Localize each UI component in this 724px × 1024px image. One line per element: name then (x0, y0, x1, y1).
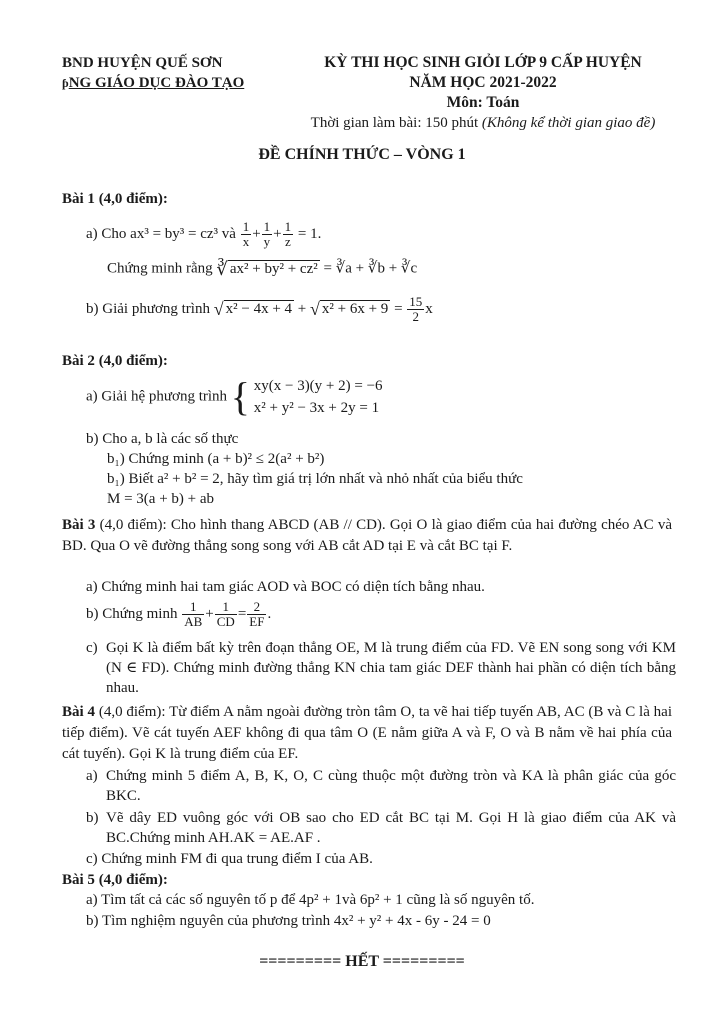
bai4-intro: Bài 4 (4,0 điểm): Từ điểm A nằm ngoài đường tròn tâm O, ta vẽ hai tiếp tuyến AB, AC (B và C là hai tiếp điểm). Vẽ cát tuyến AEF không đi qua tâm O (E nằm giữa A và F, O và B nằm về hai phía của cát tuyến). Gọi K là trung điểm của EF. (62, 704, 672, 762)
bai2-b2-expr: M = 3(a + b) + ab (107, 491, 215, 507)
bai2-a: a) Giải hệ phương trình { xy(x − 3)(y + 2) = −6 x² + y² − 3x + 2y = 1 (86, 374, 383, 419)
bai2-b2: b₁) Biết a² + b² = 2, hãy tìm giá trị lớn nhất và nhỏ nhất của biểu thức (107, 471, 523, 487)
header-right (268, 53, 698, 133)
bai4-c: c) Chứng minh FM đi qua trung điểm I của AB. (86, 851, 373, 867)
subject: Môn: Toán (446, 94, 520, 111)
school-year: NĂM HỌC 2021-2022 (409, 74, 557, 91)
department-prefix: ƥ (62, 76, 69, 90)
bai2-b: b) Cho a, b là các số thực (86, 431, 239, 447)
bai1-a-text2: = 1. (297, 225, 322, 242)
bai2-b1: b₁) Chứng minh (a + b)² ≤ 2(a² + b²) (107, 451, 325, 467)
frac-15-2: $\frac{15}{2}$ (409, 294, 423, 324)
bai1-a-prove: Chứng minh rằng ∛ ax² + by² + cz² = ∛a + ∛b + ∛c (107, 259, 418, 279)
frac-1z: $\frac{1}{z}$ (284, 219, 292, 249)
official-title: ĐỀ CHÍNH THỨC – VÒNG 1 (258, 146, 466, 163)
end-mark: ========= HẾT ========= (259, 953, 465, 970)
system-eq2: x² + y² − 3x + 2y = 1 (253, 400, 380, 416)
frac-1-cd: $\frac{1}{CD}$ (216, 599, 235, 629)
bai1-b: b) Giải phương trình √ x² − 4x + 4 + √ x² + 6x + 9 = $\frac{15}{2}$ x (86, 294, 433, 324)
bai5-b: b) Tìm nghiệm nguyên của phương trình 4x² + y² + 4x - 6y - 24 = 0 (86, 913, 491, 929)
sqrt-1: √ x² − 4x + 4 (213, 299, 293, 320)
header-left (62, 53, 244, 93)
duration-line (268, 113, 698, 133)
bai3-c: c) Gọi K là điểm bất kỳ trên đoạn thẳng OE, M là trung điểm của FD. Vẽ EN song song với KM (N ∈ FD). Chứng minh đường thẳng KN chia tam giác DEF thành hai phần có diện tích bằng nhau. (86, 640, 676, 696)
frac-1y: $\frac{1}{y}$ (263, 219, 271, 249)
duration-text: Thời gian làm bài: 150 phút (310, 115, 479, 131)
bai5-heading: Bài 5 (4,0 điểm): (62, 872, 168, 888)
bai3-a: a) Chứng minh hai tam giác AOD và BOC có diện tích bằng nhau. (86, 579, 485, 595)
cube-root-expression: ∛ ax² + by² + cz² (216, 259, 318, 279)
exam-title: KỲ THI HỌC SINH GIỎI LỚP 9 CẤP HUYỆN (324, 54, 642, 71)
equation-system: { xy(x − 3)(y + 2) = −6 x² + y² − 3x + 2y = 1 (230, 374, 383, 419)
bai3-b: b) Chứng minh $\frac{1}{AB}$ + $\frac{1}{CD}$ = $\frac{2}{EF}$ . (86, 599, 272, 629)
frac-1-ab: $\frac{1}{AB}$ (184, 599, 203, 629)
bai1-a: a) Cho ax³ = by³ = cz³ và $\frac{1}{x}$ + $\frac{1}{y}$ + $\frac{1}{z}$ = 1. (86, 219, 322, 249)
bai5-a: a) Tìm tất cả các số nguyên tố p để 4p² + 1và 6p² + 1 cũng là số nguyên tố. (86, 892, 535, 908)
bai1-heading: Bài 1 (4,0 điểm): (62, 191, 168, 207)
bai1-a-text1: Cho ax³ = by³ = cz³ và (101, 225, 236, 242)
sqrt-2: √ x² + 6x + 9 (310, 299, 389, 320)
frac-2-ef: $\frac{2}{EF}$ (249, 599, 265, 629)
bai4-a: a) Chứng minh 5 điểm A, B, K, O, C cùng thuộc một đường tròn và KA là phân giác của góc BKC. (86, 768, 676, 804)
department-line2: NG GIÁO DỤC ĐÀO TẠO (68, 75, 245, 91)
bai2-heading: Bài 2 (4,0 điểm): (62, 353, 168, 369)
bai4-b: b) Vẽ dây ED vuông góc với OB sao cho ED cắt BC tại M. Gọi H là giao điểm của AK và BC.Chứng minh AH.AK = AE.AF . (86, 810, 676, 846)
system-eq1: xy(x − 3)(y + 2) = −6 (253, 378, 383, 394)
frac-1x: $\frac{1}{x}$ (242, 219, 250, 249)
department-line1: BND HUYỆN QUẾ SƠN (62, 55, 223, 71)
duration-note: (Không kể thời gian giao đề) (481, 115, 656, 131)
bai3-intro: Bài 3 (4,0 điểm): Cho hình thang ABCD (AB // CD). Gọi O là giao điểm của hai đường chéo AC và BD. Qua O vẽ đường thẳng song song với AB cắt AD tại E và cắt BC tại F. (62, 517, 672, 554)
